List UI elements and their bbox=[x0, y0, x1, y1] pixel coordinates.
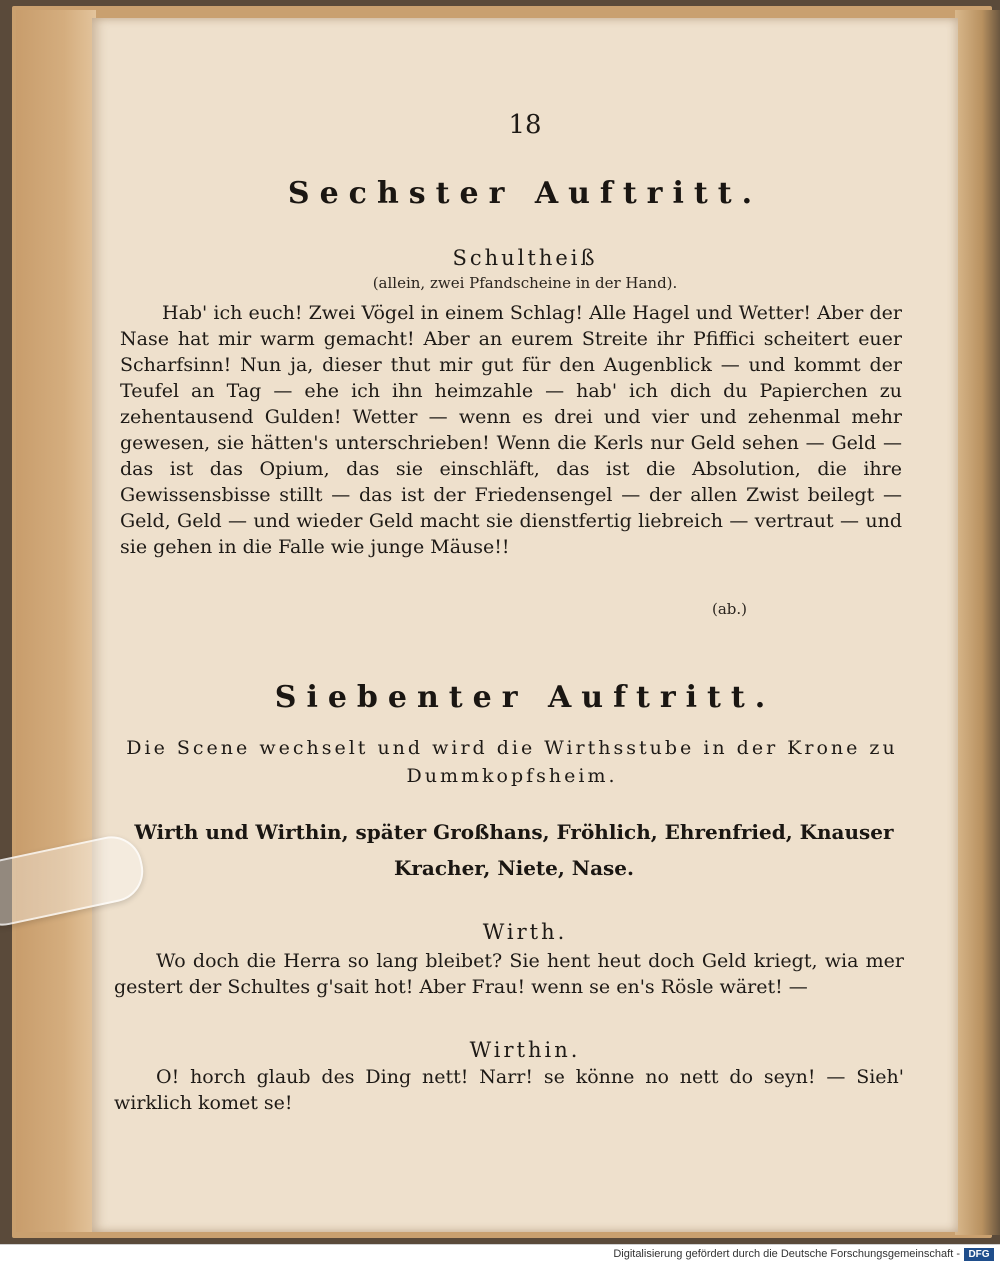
scene7-cast-list: Wirth und Wirthin, später Großhans, Fröhlich, Ehrenfried, Knauser Kracher, Niete, Nase. bbox=[134, 820, 894, 880]
scene7-heading: Siebenter Auftritt. bbox=[274, 680, 776, 715]
scene6-speaker: Schultheiß bbox=[452, 246, 598, 270]
speaker-wirthin: Wirthin. bbox=[469, 1038, 581, 1062]
dfg-logo: DFG bbox=[964, 1248, 994, 1261]
page-number: 18 bbox=[508, 110, 542, 140]
scene6-heading: Sechster Auftritt. bbox=[287, 176, 763, 211]
scene6-stage-direction: (allein, zwei Pfandscheine in der Hand). bbox=[372, 274, 678, 292]
speaker-wirth: Wirth. bbox=[482, 920, 568, 944]
funding-credit: Digitalisierung gefördert durch die Deutsche Forschungsgemeinschaft - bbox=[613, 1248, 960, 1260]
scene7-setting: Die Scene wechselt und wird die Wirthsstube in der Krone zu Dummkopfsheim. bbox=[126, 737, 898, 787]
right-page-edge bbox=[955, 10, 1000, 1235]
wirthin-dialogue: O! horch glaub des Ding nett! Narr! se könne no nett do seyn! — Sieh' wirklich komet se! bbox=[114, 1066, 904, 1114]
left-page-stack bbox=[16, 10, 96, 1232]
scene6-monologue: Hab' ich euch! Zwei Vögel in einem Schlag! Alle Hagel und Wetter! Aber der Nase hat mir warm gemacht! Aber an eurem Streite ihr Pfiffici scheitert euer Scharfsinn! Nun ja, dieser thut mir gut für den Augenblick — und kommt der Teufel an Tag — ehe ich ihn heimzahle — hab' ich dich du Papierchen zu zehentausend Gulden! Wetter — wenn es drei und vier und zehenmal mehr gewesen, sie hätten's unterschrieben! Wenn die Kerls nur Geld sehen — Geld — das ist das Opium, das sie einschläft, das ist die Absolution, die ihre Gewissensbisse stillt — das ist der Friedensengel — der allen Zwist beilegt — Geld, Geld — und wieder Geld macht sie dienstfertig liebreich — vertraut — und sie gehen in die Falle wie junge Mäuse!! bbox=[120, 302, 902, 558]
scene6-exit: (ab.) bbox=[712, 600, 748, 618]
digitization-footer bbox=[0, 1244, 1000, 1265]
wirth-dialogue: Wo doch die Herra so lang bleibet? Sie hent heut doch Geld kriegt, wia mer gestert der Schultes g'sait hot! Aber Frau! wenn se en's Rösle wäret! — bbox=[114, 950, 904, 998]
book-page bbox=[92, 18, 958, 1232]
